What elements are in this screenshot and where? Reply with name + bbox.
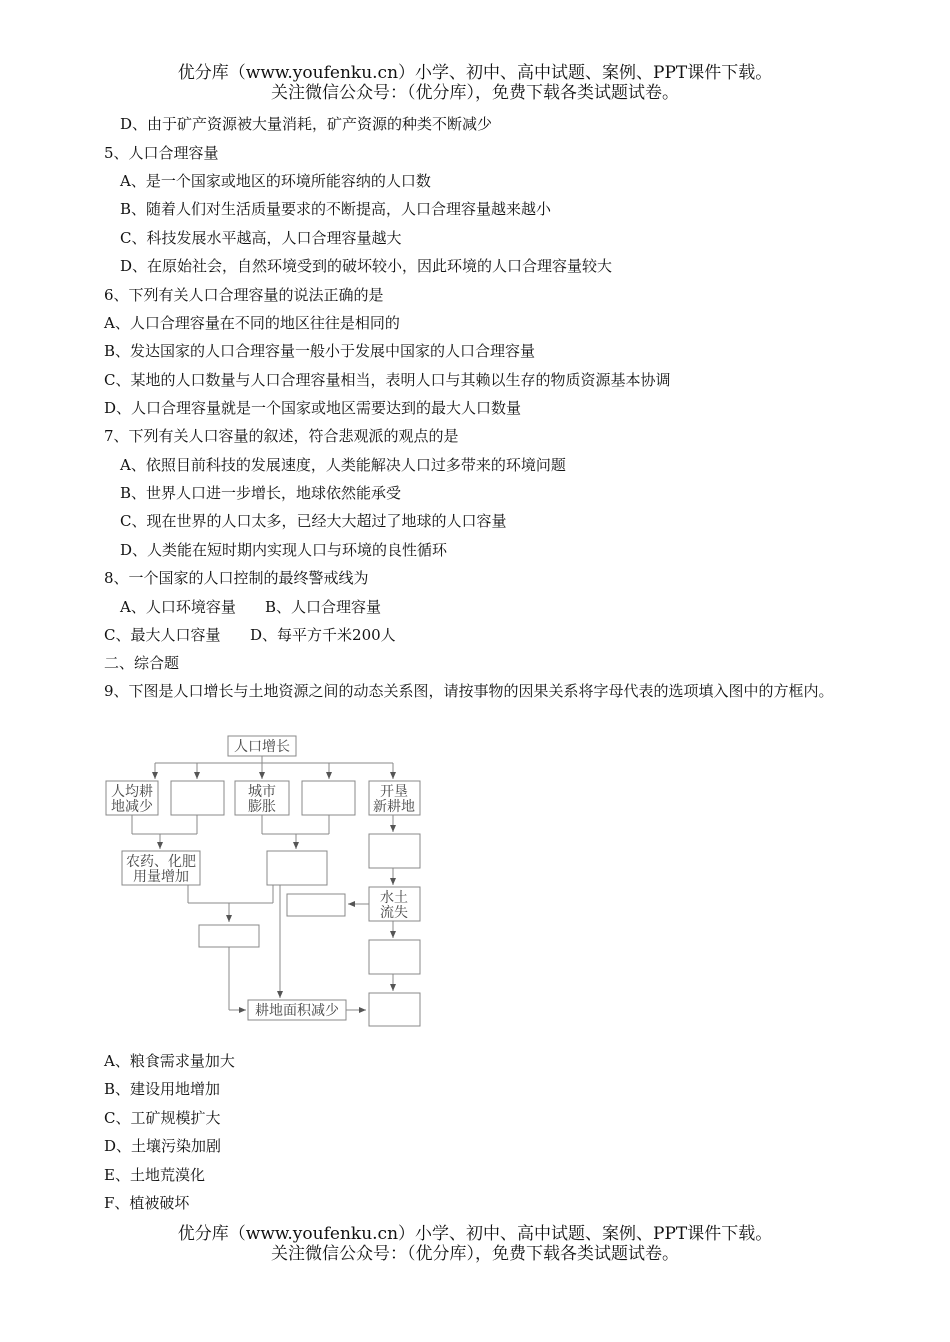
q9-option-b: B、建设用地增加 (104, 1080, 221, 1098)
label-farmland-decrease: 耕地面积减少 (255, 1003, 339, 1019)
label-city-2: 膨胀 (248, 799, 276, 815)
q7-option-c: C、现在世界的人口太多，已经大大超过了地球的人口容量 (120, 512, 507, 530)
label-population-growth: 人口增长 (234, 739, 290, 755)
q8-option-d: D、每平方千米200人 (250, 626, 396, 644)
box-blank-5 (199, 925, 259, 947)
label-reclaim-1: 开垦 (380, 784, 408, 800)
q6-option-c: C、某地的人口数量与人口合理容量相当，表明人口与其赖以生存的物质资源基本协调 (104, 371, 671, 389)
label-city-1: 城市 (248, 784, 276, 800)
section-2-title: 二、综合题 (104, 654, 180, 672)
box-blank-6 (287, 894, 345, 916)
q5-option-a: A、是一个国家或地区的环境所能容纳的人口数 (120, 172, 431, 190)
q5-option-d: D、在原始社会，自然环境受到的破坏较小，因此环境的人口合理容量较大 (120, 257, 613, 275)
q8-option-c: C、最大人口容量 (104, 626, 221, 644)
header-line-2: 关注微信公众号：（优分库），免费下载各类试题试卷。 (271, 83, 679, 103)
box-blank-3 (267, 851, 327, 885)
q7-option-d: D、人类能在短时期内实现人口与环境的良性循环 (120, 541, 448, 559)
label-reclaim-2: 新耕地 (373, 799, 415, 815)
q7-option-a: A、依照目前科技的发展速度，人类能解决人口过多带来的环境问题 (120, 456, 566, 474)
q8-stem: 8、一个国家的人口控制的最终警戒线为 (104, 569, 369, 587)
q6-option-b: B、发达国家的人口合理容量一般小于发展中国家的人口合理容量 (104, 342, 536, 360)
q9-option-d: D、土壤污染加剧 (104, 1137, 222, 1155)
q9-option-e: E、土地荒漠化 (104, 1166, 205, 1184)
q6-option-d: D、人口合理容量就是一个国家或地区需要达到的最大人口数量 (104, 399, 522, 417)
q6-stem: 6、下列有关人口合理容量的说法正确的是 (104, 286, 384, 304)
header-line-1: 优分库（www.youfenku.cn）小学、初中、高中试题、案例、PPT课件下载。 (177, 63, 773, 83)
q8-option-a: A、人口环境容量 (120, 598, 236, 616)
box-blank-8 (369, 993, 420, 1026)
q9-option-a: A、粮食需求量加大 (104, 1052, 235, 1070)
footer-line-2: 关注微信公众号：（优分库），免费下载各类试题试卷。 (271, 1244, 679, 1264)
label-per-capita-2: 地减少 (111, 799, 153, 815)
q5-stem: 5、人口合理容量 (104, 144, 219, 162)
q9-stem: 9、下图是人口增长与土地资源之间的动态关系图，请按事物的因果关系将字母代表的选项填入图中的方框内。 (104, 682, 834, 700)
label-erosion-1: 水土 (380, 890, 408, 906)
label-erosion-2: 流失 (380, 905, 408, 921)
q6-option-a: A、人口合理容量在不同的地区往往是相同的 (104, 314, 400, 332)
box-blank-7 (369, 940, 420, 974)
q7-option-b: B、世界人口进一步增长，地球依然能承受 (120, 484, 402, 502)
box-blank-4 (369, 834, 420, 868)
q5-option-c: C、科技发展水平越高，人口合理容量越大 (120, 229, 402, 247)
box-blank-2 (302, 781, 355, 815)
q7-stem: 7、下列有关人口容量的叙述，符合悲观派的观点的是 (104, 427, 459, 445)
label-pesticide-1: 农药、化肥 (126, 854, 196, 870)
q5-option-b: B、随着人们对生活质量要求的不断提高，人口合理容量越来越小 (120, 200, 552, 218)
box-blank-1 (171, 781, 224, 815)
footer-line-1: 优分库（www.youfenku.cn）小学、初中、高中试题、案例、PPT课件下载。 (177, 1224, 773, 1244)
q9-option-c: C、工矿规模扩大 (104, 1109, 221, 1127)
q9-option-f: F、植被破坏 (104, 1194, 190, 1212)
q4-option-d: D、由于矿产资源被大量消耗，矿产资源的种类不断减少 (120, 115, 493, 133)
label-per-capita-1: 人均耕 (111, 784, 153, 800)
q8-option-b: B、人口合理容量 (265, 598, 382, 616)
label-pesticide-2: 用量增加 (133, 869, 189, 885)
